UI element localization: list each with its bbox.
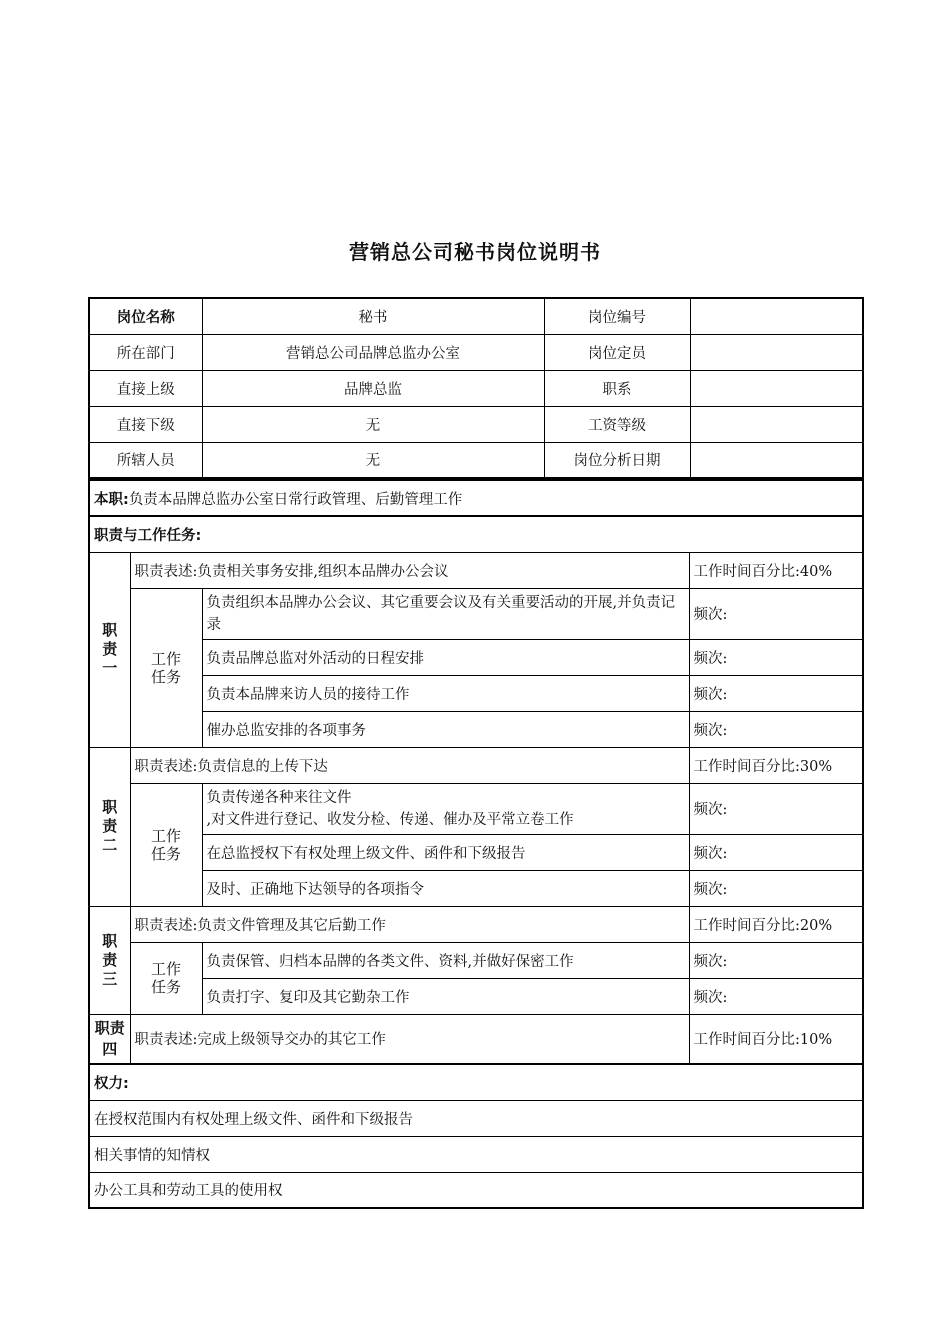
duty-summary (89, 480, 863, 516)
duty-label-text: 职责四 (94, 1018, 125, 1058)
authority-header: 权力: (89, 1064, 863, 1100)
task-text: 负责保管、归档本品牌的各类文件、资料,并做好保密工作 (202, 942, 689, 978)
duty-label (89, 906, 130, 1014)
duty-summary-label: 本职: (94, 491, 129, 508)
field-label: 工资等级 (544, 406, 690, 442)
table-row (89, 588, 863, 639)
task-text: 催办总监安排的各项事务 (202, 711, 689, 747)
field-label: 直接上级 (89, 370, 202, 406)
job-info-table (88, 297, 864, 479)
field-label: 职系 (544, 370, 690, 406)
task-frequency: 频次: (689, 834, 863, 870)
task-frequency: 频次: (689, 639, 863, 675)
task-text: 负责本品牌来访人员的接待工作 (202, 675, 689, 711)
table-row (89, 978, 863, 1014)
task-label (130, 588, 202, 747)
duty-percent: 工作时间百分比:40% (689, 552, 863, 588)
duty-statement: 职责表述:负责相关事务安排,组织本品牌办公会议 (130, 552, 689, 588)
task-text: 负责传递各种来往文件 ,对文件进行登记、收发分检、传递、催办及平常立卷工作 (202, 783, 689, 834)
field-value (690, 298, 863, 334)
task-frequency: 频次: (689, 978, 863, 1014)
authority-item: 在授权范围内有权处理上级文件、函件和下级报告 (89, 1100, 863, 1136)
field-label: 岗位名称 (89, 298, 202, 334)
field-value: 营销总公司品牌总监办公室 (202, 334, 544, 370)
section-header-row (89, 516, 863, 552)
task-text: 负责组织本品牌办公会议、其它重要会议及有关重要活动的开展,并负责记录 (202, 588, 689, 639)
duty-label (89, 1014, 130, 1064)
duty-percent: 工作时间百分比:30% (689, 747, 863, 783)
table-row (89, 747, 863, 783)
authority-item: 办公工具和劳动工具的使用权 (89, 1172, 863, 1208)
task-label-text: 工作任务 (150, 826, 181, 863)
duty-statement: 职责表述:完成上级领导交办的其它工作 (130, 1014, 689, 1064)
table-row (89, 870, 863, 906)
duty-summary-row (89, 480, 863, 516)
task-label (130, 783, 202, 906)
responsibilities-header: 职责与工作任务: (89, 516, 863, 552)
table-row (89, 675, 863, 711)
table-row (89, 552, 863, 588)
field-value (690, 442, 863, 478)
task-frequency: 频次: (689, 711, 863, 747)
duty-label (89, 747, 130, 906)
field-label: 岗位定员 (544, 334, 690, 370)
field-label: 岗位分析日期 (544, 442, 690, 478)
field-value (690, 406, 863, 442)
duty-label-text: 职责三 (102, 931, 118, 988)
table-row (89, 906, 863, 942)
table-row (89, 1172, 863, 1208)
table-row (89, 783, 863, 834)
duty-statement: 职责表述:负责信息的上传下达 (130, 747, 689, 783)
duty-label (89, 552, 130, 747)
field-label: 直接下级 (89, 406, 202, 442)
duty-statement: 职责表述:负责文件管理及其它后勤工作 (130, 906, 689, 942)
field-label: 所辖人员 (89, 442, 202, 478)
table-row (89, 1136, 863, 1172)
field-value (690, 370, 863, 406)
task-frequency: 频次: (689, 783, 863, 834)
table-row (89, 1100, 863, 1136)
field-value: 无 (202, 406, 544, 442)
section-header-row (89, 1064, 863, 1100)
table-row (89, 442, 863, 478)
table-row (89, 370, 863, 406)
task-frequency: 频次: (689, 942, 863, 978)
field-label: 岗位编号 (544, 298, 690, 334)
table-row (89, 1014, 863, 1064)
field-label: 所在部门 (89, 334, 202, 370)
field-value (690, 334, 863, 370)
task-frequency: 频次: (689, 588, 863, 639)
duty-label-text: 职责一 (102, 621, 118, 677)
table-row (89, 334, 863, 370)
duty-percent: 工作时间百分比:10% (689, 1014, 863, 1064)
field-value: 秘书 (202, 298, 544, 334)
duty-percent: 工作时间百分比:20% (689, 906, 863, 942)
field-value: 品牌总监 (202, 370, 544, 406)
duties-table (88, 479, 864, 1209)
task-text: 负责打字、复印及其它勤杂工作 (202, 978, 689, 1014)
table-row (89, 834, 863, 870)
task-label-text: 工作任务 (150, 960, 181, 996)
field-value: 无 (202, 442, 544, 478)
task-text: 负责品牌总监对外活动的日程安排 (202, 639, 689, 675)
task-label (130, 942, 202, 1014)
task-text: 及时、正确地下达领导的各项指令 (202, 870, 689, 906)
task-label-text: 工作任务 (150, 649, 181, 686)
page-title: 营销总公司秘书岗位说明书 (349, 240, 601, 264)
duty-summary-text: 负责本品牌总监办公室日常行政管理、后勤管理工作 (128, 491, 463, 508)
table-row (89, 711, 863, 747)
authority-item: 相关事情的知情权 (89, 1136, 863, 1172)
task-frequency: 频次: (689, 870, 863, 906)
task-text: 在总监授权下有权处理上级文件、函件和下级报告 (202, 834, 689, 870)
table-row (89, 942, 863, 978)
duty-label-text: 职责二 (102, 798, 118, 854)
task-frequency: 频次: (689, 675, 863, 711)
table-row (89, 639, 863, 675)
table-row (89, 406, 863, 442)
table-row (89, 298, 863, 334)
